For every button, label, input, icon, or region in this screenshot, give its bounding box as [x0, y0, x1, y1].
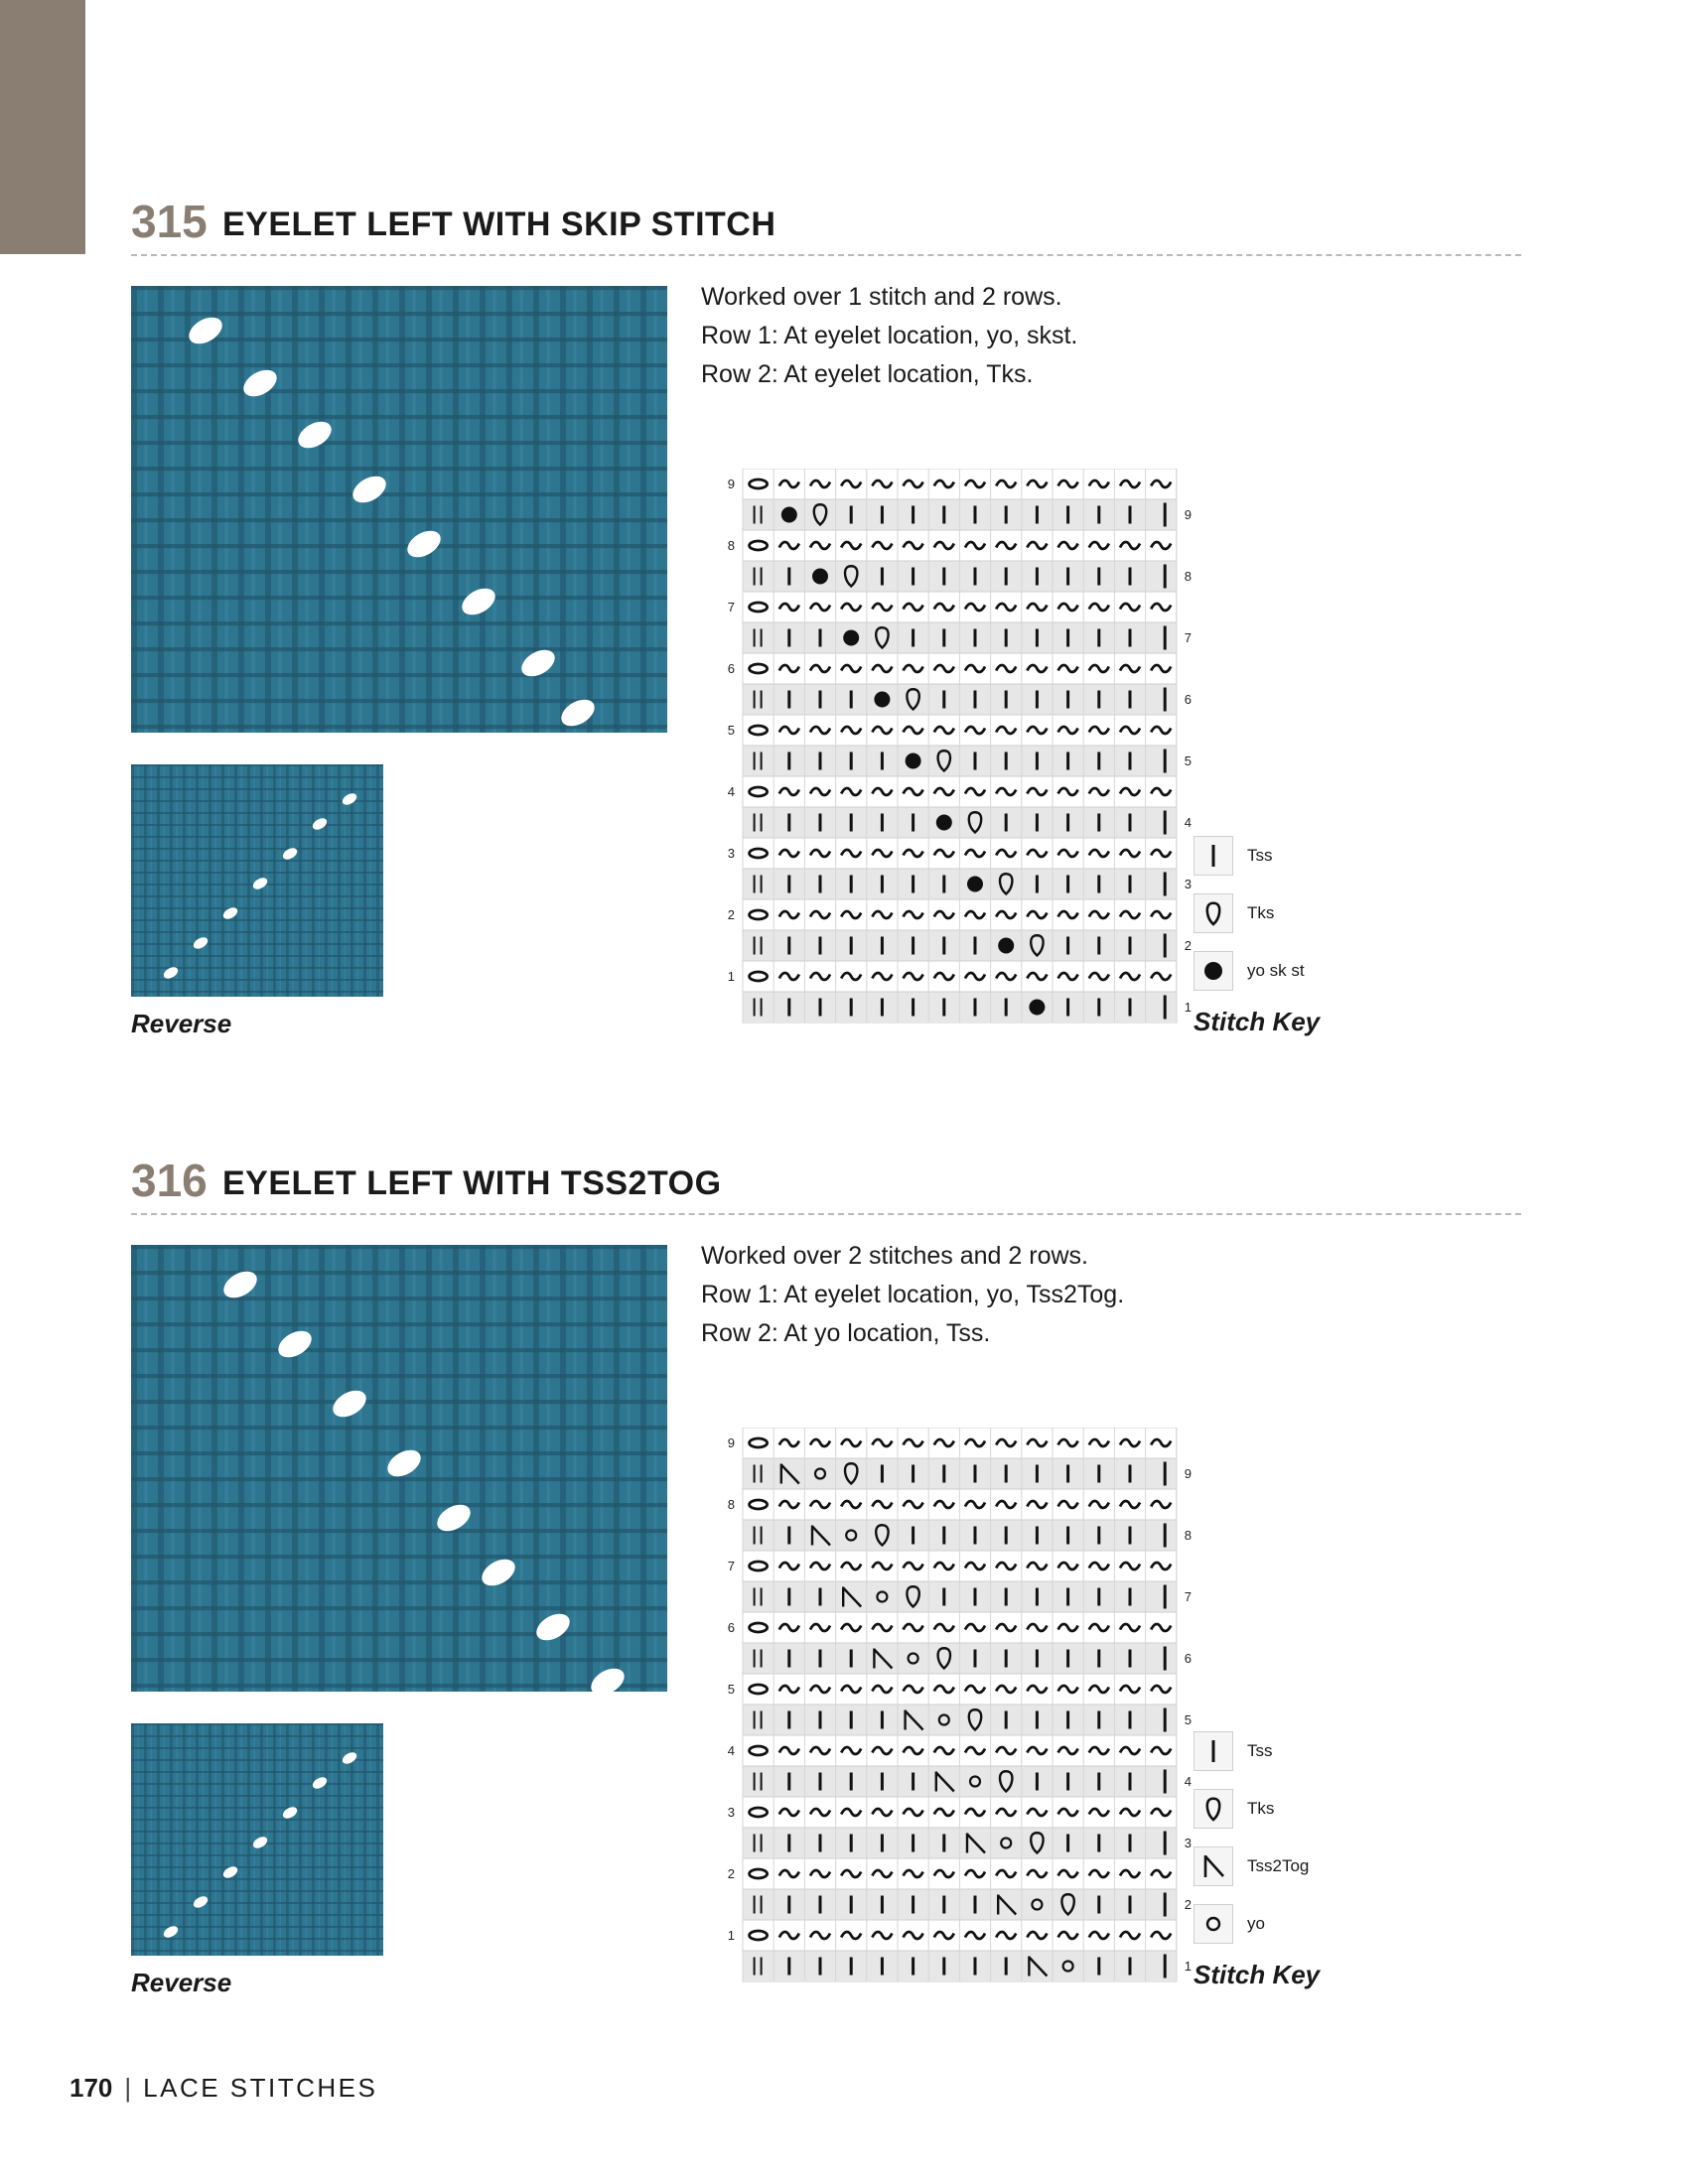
row-number-left: 8: [727, 1497, 735, 1512]
row-number-right: 7: [1184, 1589, 1193, 1604]
yo-icon: [1195, 1905, 1232, 1943]
row-number-right: 9: [1184, 507, 1193, 522]
row-number-right: 4: [1184, 815, 1193, 830]
row-number-right: 8: [1184, 1528, 1193, 1543]
reverse-label: Reverse: [131, 1968, 232, 1997]
yo-sk-st-symbol: [936, 815, 952, 831]
section-header: [131, 1150, 1521, 1215]
yo-sk-st-symbol: [843, 630, 859, 646]
key-label: yo sk st: [1247, 961, 1305, 980]
row-number-right: 9: [1184, 1466, 1193, 1481]
row-number-left: 3: [727, 846, 735, 861]
key-item-tss: [1194, 836, 1432, 882]
key-item-tss: [1194, 1731, 1432, 1777]
row-number-right: 8: [1184, 569, 1193, 584]
section-header: [131, 191, 1521, 256]
row-number-right: 3: [1184, 1836, 1193, 1850]
instruction-line: Row 2: At yo location, Tss.: [701, 1319, 991, 1347]
row-number-left: 9: [727, 1435, 735, 1450]
stitch-section-315: [131, 191, 1521, 1038]
row-number-left: 6: [727, 661, 735, 676]
footer-separator: |: [124, 2073, 132, 2103]
yo-sk-st-symbol: [812, 569, 828, 585]
row-number-left: 5: [727, 1682, 735, 1697]
row-number-right: 5: [1184, 753, 1193, 768]
row-number-right: 1: [1184, 1959, 1193, 1974]
row-number-right: 5: [1184, 1712, 1193, 1727]
stitch-key-title: Stitch Key: [1194, 1960, 1321, 1989]
row-number-left: 9: [727, 477, 735, 491]
row-number-right: 1: [1184, 1000, 1193, 1015]
yo-sk-st-symbol: [967, 877, 983, 892]
page-number: 170: [70, 2073, 113, 2103]
tss-icon: [1195, 837, 1232, 875]
instructions: [701, 278, 1396, 394]
page-footer: [70, 2073, 377, 2104]
row-number-left: 5: [727, 723, 735, 738]
instruction-line: Worked over 2 stitches and 2 rows.: [701, 1242, 1088, 1270]
key-item-yo: [1194, 1904, 1432, 1950]
tss2tog-icon: [1195, 1847, 1232, 1885]
tks-icon: [1195, 894, 1232, 932]
row-number-left: 1: [727, 969, 735, 984]
swatch-photo-front: [131, 286, 667, 733]
row-number-right: 2: [1184, 1897, 1193, 1912]
section-number: 316: [131, 1155, 208, 1206]
stitch-key-title: Stitch Key: [1194, 1007, 1321, 1036]
row-number-right: 2: [1184, 938, 1193, 953]
tss-icon: [1195, 1732, 1232, 1770]
key-label: yo: [1247, 1914, 1265, 1933]
key-item-yo-sk-st: [1194, 951, 1432, 997]
yo-sk-st-symbol: [1029, 1000, 1045, 1016]
yo-sk-st-icon: [1195, 952, 1232, 990]
row-number-left: 8: [727, 538, 735, 553]
row-number-right: 6: [1184, 1651, 1193, 1666]
key-label: Tss2Tog: [1247, 1856, 1310, 1875]
swatch-photo-reverse: [131, 1723, 383, 1956]
reverse-label: Reverse: [131, 1009, 232, 1038]
row-number-left: 2: [727, 907, 735, 922]
row-number-left: 1: [727, 1928, 735, 1943]
swatch-photo-front: [131, 1245, 667, 1692]
section-title: EYELET LEFT WITH TSS2TOG: [222, 1164, 722, 1202]
stitch-chart: [685, 1428, 1221, 1983]
instruction-line: Row 2: At eyelet location, Tks.: [701, 360, 1034, 388]
yo-sk-st-symbol: [906, 753, 921, 769]
row-number-left: 4: [727, 784, 735, 799]
row-number-right: 3: [1184, 877, 1193, 891]
section-number: 315: [131, 196, 208, 247]
instruction-line: Row 1: At eyelet location, yo, Tss2Tog.: [701, 1281, 1125, 1308]
stitch-section-316: [131, 1150, 1521, 1997]
instructions: [701, 1237, 1396, 1353]
swatch-photo-reverse: [131, 764, 383, 997]
row-number-left: 7: [727, 1559, 735, 1573]
yo-sk-st-symbol: [874, 692, 890, 708]
key-label: Tss: [1247, 846, 1273, 865]
section-title: EYELET LEFT WITH SKIP STITCH: [222, 205, 776, 243]
chapter-side-tab: [0, 0, 85, 254]
key-item-tks: [1194, 1789, 1432, 1835]
row-number-left: 7: [727, 600, 735, 614]
instruction-line: Worked over 1 stitch and 2 rows.: [701, 283, 1062, 311]
yo-sk-st-symbol: [998, 938, 1014, 954]
key-item-tks: [1194, 893, 1432, 939]
row-number-left: 4: [727, 1743, 735, 1758]
key-label: Tss: [1247, 1741, 1273, 1760]
instruction-line: Row 1: At eyelet location, yo, skst.: [701, 322, 1078, 349]
row-number-right: 7: [1184, 630, 1193, 645]
yo-sk-st-symbol: [781, 507, 797, 523]
tks-icon: [1195, 1790, 1232, 1828]
row-number-right: 4: [1184, 1774, 1193, 1789]
key-label: Tks: [1247, 1799, 1275, 1818]
row-number-left: 6: [727, 1620, 735, 1635]
row-number-left: 3: [727, 1805, 735, 1820]
stitch-chart: [685, 469, 1221, 1024]
row-number-right: 6: [1184, 692, 1193, 707]
key-item-tss2tog: [1194, 1846, 1432, 1892]
chapter-title: LACE STITCHES: [143, 2073, 378, 2103]
row-number-left: 2: [727, 1866, 735, 1881]
key-label: Tks: [1247, 903, 1275, 922]
